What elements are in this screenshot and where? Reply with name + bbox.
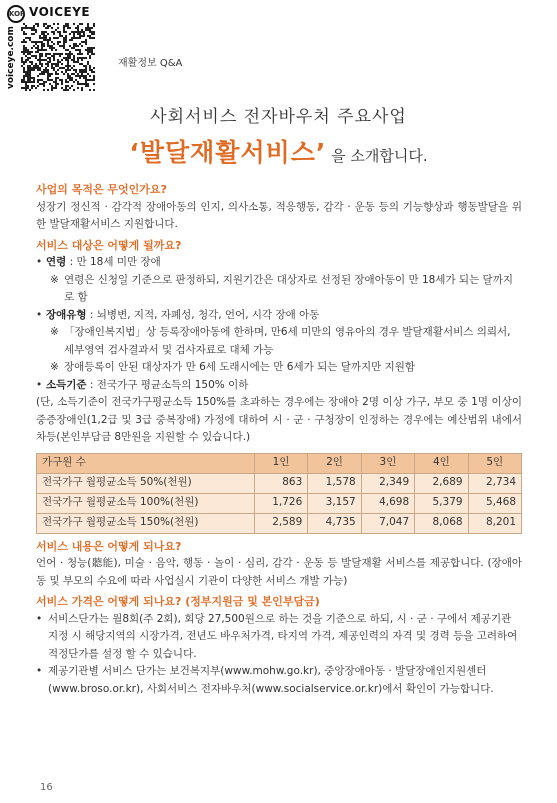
table-cell: 8,201 xyxy=(468,513,521,533)
table-cell: 1,726 xyxy=(254,493,307,513)
table-cell: 5,379 xyxy=(415,493,468,513)
table-header-row xyxy=(37,453,522,473)
type-note-1-text: 「장애인복지법」상 등록장애아동에 한하며, 만6세 미만의 영유아의 경우 발달재활서비스 의뢰서, 세부영역 검사결과서 및 검사자료로 대체 가능 xyxy=(64,326,511,356)
table-cell: 전국가구 월평균소득 50%(천원) xyxy=(37,473,255,493)
table-header-cell: 가구원 수 xyxy=(37,453,255,473)
table-cell: 8,068 xyxy=(415,513,468,533)
age-label: 연령 xyxy=(46,256,67,268)
question-price: 서비스 가격은 어떻게 되나요? (정부지원금 및 본인부담금) xyxy=(36,595,320,608)
type-note-1: ※ 「장애인복지법」상 등록장애아동에 한하며, 만6세 미만의 영유아의 경우 발달재활서비스 의뢰서, 세부영역 검사결과서 및 검사자료로 대체 가능 xyxy=(50,326,511,356)
table-cell: 전국가구 월평균소득 150%(천원) xyxy=(37,513,255,533)
page-number: 16 xyxy=(40,782,53,793)
table-cell: 2,689 xyxy=(415,473,468,493)
table-row xyxy=(37,493,522,513)
table-cell: 4,735 xyxy=(308,513,361,533)
answer-purpose: 성장기 정신적 · 감각적 장애아동의 인지, 의사소통, 적응행동, 감각 · 운동 등의 기능향상과 행동발달을 위한 발달재활서비스 지원합니다. xyxy=(36,200,522,230)
target-income: • 소득기준 : 전국가구 평균소득의 150% 이하 xyxy=(36,378,249,391)
table-cell: 1,578 xyxy=(308,473,361,493)
question-content: 서비스 내용은 어떻게 되나요? xyxy=(36,539,182,553)
section-label: 재활정보 Q&A xyxy=(118,58,183,69)
table-header-cell: 3인 xyxy=(361,453,414,473)
income-detail: (단, 소득기준이 전국가구평균소득 150%를 초과하는 경우에는 장애아 2명 이상 가구, 부모 중 1명 이상이 중증장애인(1,2급 및 3급 중복장애) 가정에 대하여 시 · 군 · 구청장이 인정하는 경우에는 예산범위 내에서 차등(본인부담금 8만원을 지원할 수 있습니다.) xyxy=(36,396,522,443)
type-note-2: ※ 장애등록이 안된 대상자가 만 6세 도래시에는 만 6세가 되는 달까지만 지원함 xyxy=(50,361,416,373)
table-cell: 2,734 xyxy=(468,473,521,493)
title-line-2 xyxy=(0,133,557,169)
title-suffix: 을 소개합니다. xyxy=(326,147,428,165)
price-item-2-text: 제공기관별 서비스 단가는 보건복지부(www.mohw.go.kr), 중앙장애아동 · 발달장애인지원센터(www.broso.or.kr), 사회서비스 전자바우처(www.socialservice.or.kr)에서 확인이 가능합니다. xyxy=(48,665,494,695)
income-value: : 전국가구 평균소득의 150% 이하 xyxy=(86,378,249,391)
age-note-text: 연령은 신청일 기준으로 판정하되, 지원기간은 대상자로 선정된 장애아동이 만 18세가 되는 달까지로 함 xyxy=(64,273,513,303)
type-note-2-text: 장애등록이 안된 대상자가 만 6세 도래시에는 만 6세가 되는 달까지만 지원함 xyxy=(64,361,416,373)
title-line-1: 사회서비스 전자바우처 주요사업 xyxy=(150,107,407,127)
table-cell: 7,047 xyxy=(361,513,414,533)
question-purpose: 사업의 목적은 무엇인가요? xyxy=(36,183,167,196)
price-item-1-text: 서비스단가는 월8회(주 2회), 회당 27,500원으로 하는 것을 기준으로 하되, 시 · 군 · 구에서 제공기관 지정 시 해당지역의 시장가격, 전년도 바우처가격, 타지역 가격, 제공인력의 자격 및 경력 등을 고려하여 적정단가를 설정 할 수 있습니다. xyxy=(48,612,518,660)
kor-badge: KOR xyxy=(7,5,25,23)
voiceye-code xyxy=(3,3,96,93)
answer-content: 언어 · 청능(聽能), 미술 · 음악, 행동 · 놀이 · 심리, 감각 · 운동 등 발달재활 서비스를 제공합니다. (장애아동 및 부모의 수요에 따라 사업실시 기관이 다양한 서비스 개발 가능) xyxy=(36,557,522,587)
type-label: 장애유형 xyxy=(46,308,87,321)
table-cell: 5,468 xyxy=(468,493,521,513)
title-highlight: ‘발달재활서비스’ xyxy=(129,138,327,167)
age-value: : 만 18세 미만 장애 xyxy=(66,256,161,268)
table-cell: 4,698 xyxy=(361,493,414,513)
voiceye-url: voiceye.com xyxy=(6,26,16,90)
price-item-2: • 제공기관별 서비스 단가는 보건복지부(www.mohw.go.kr), 중앙장애아동 · 발달장애인지원센터(www.broso.or.kr), 사회서비스 전자바우처(www.socialservice.or.kr)에서 확인이 가능합니다. xyxy=(36,665,494,695)
target-type: • 장애유형 : 뇌병변, 지적, 자폐성, 청각, 언어, 시각 장애 아동 xyxy=(36,308,320,321)
table-header-cell: 1인 xyxy=(254,453,307,473)
table-header-cell: 5인 xyxy=(468,453,521,473)
table-row xyxy=(37,473,522,493)
table-cell: 2,589 xyxy=(254,513,307,533)
table-header-cell: 2인 xyxy=(308,453,361,473)
voiceye-logo: VOICEYE xyxy=(29,5,91,19)
table-cell: 2,349 xyxy=(361,473,414,493)
page-title xyxy=(0,102,557,169)
table-row xyxy=(37,513,522,533)
table-header-cell: 4인 xyxy=(415,453,468,473)
question-target: 서비스 대상은 어떻게 될까요? xyxy=(36,238,182,252)
article-body xyxy=(36,178,522,698)
table-cell: 863 xyxy=(254,473,307,493)
table-cell: 전국가구 월평균소득 100%(천원) xyxy=(37,493,255,513)
table-cell: 3,157 xyxy=(308,493,361,513)
age-note: ※ 연령은 신청일 기준으로 판정하되, 지원기간은 대상자로 선정된 장애아동이 만 18세가 되는 달까지로 함 xyxy=(50,273,513,303)
income-table xyxy=(36,453,522,534)
target-age: • 연령 : 만 18세 미만 장애 xyxy=(36,256,161,268)
price-item-1: • 서비스단가는 월8회(주 2회), 회당 27,500원으로 하는 것을 기준으로 하되, 시 · 군 · 구에서 제공기관 지정 시 해당지역의 시장가격, 전년도 바우처가격, 타지역 가격, 제공인력의 자격 및 경력 등을 고려하여 적정단가를 설정 할 수 있습니다. xyxy=(36,612,518,660)
type-value: : 뇌병변, 지적, 자폐성, 청각, 언어, 시각 장애 아동 xyxy=(86,308,320,321)
income-label: 소득기준 xyxy=(46,378,87,391)
